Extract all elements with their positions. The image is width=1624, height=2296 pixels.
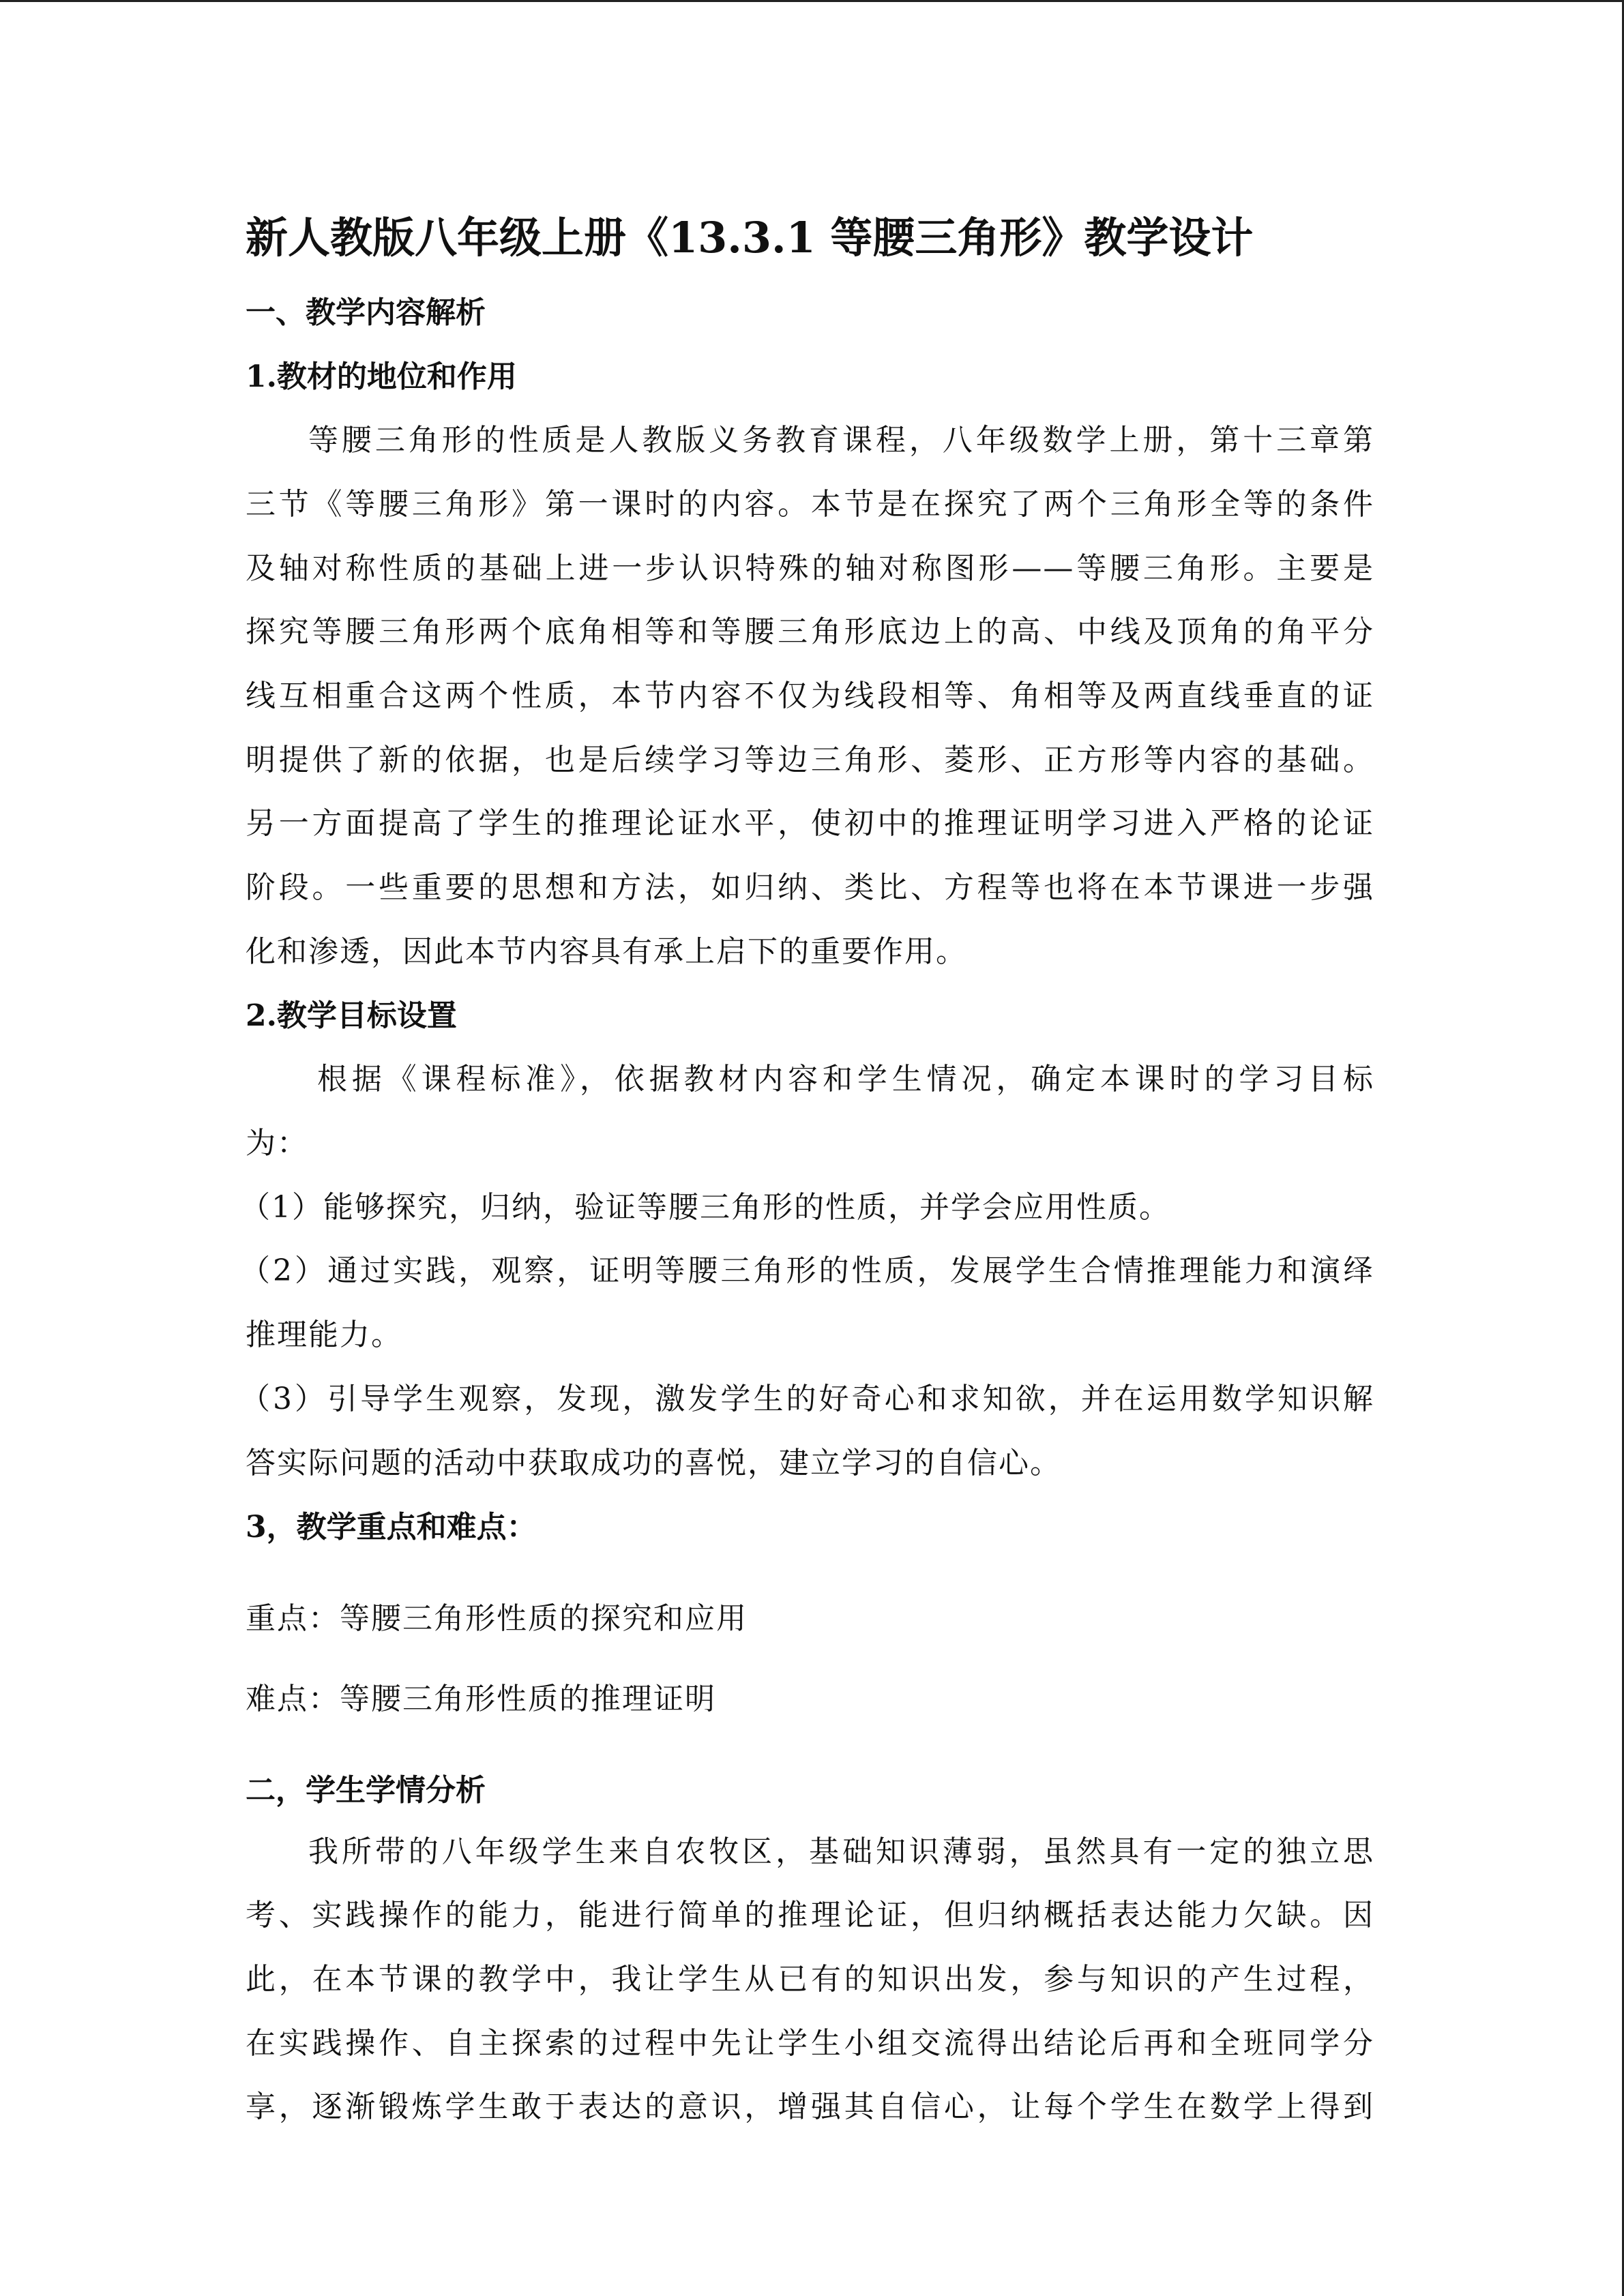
subsection-heading-status-role: 1.教材的地位和作用 xyxy=(246,359,517,394)
document-title: 新人教版八年级上册《13.3.1 等腰三角形》教学设计 xyxy=(246,213,1254,263)
paragraph-line: 享，逐渐锻炼学生敢于表达的意识，增强其自信心，让每个学生在数学上得到 xyxy=(246,2089,1374,2124)
section-heading-content-analysis: 一、教学内容解析 xyxy=(246,295,486,330)
paragraph-line: 线互相重合这两个性质，本节内容不仅为线段相等、角相等及两直线垂直的证 xyxy=(246,679,1374,713)
section-heading-student-analysis: 二，学生学情分析 xyxy=(246,1773,486,1808)
objective-item-1: （1）能够探究，归纳，验证等腰三角形的性质，并学会应用性质。 xyxy=(240,1190,1170,1225)
paragraph-line: 我所带的八年级学生来自农牧区，基础知识薄弱，虽然具有一定的独立思 xyxy=(308,1834,1374,1869)
page-top-border xyxy=(0,0,1624,2)
paragraph-line: 探究等腰三角形两个底角相等和等腰三角形底边上的高、中线及顶角的角平分 xyxy=(246,614,1374,649)
paragraph-line: 此，在本节课的教学中，我让学生从已有的知识出发，参与知识的产生过程， xyxy=(246,1962,1374,1997)
subsection-heading-objectives: 2.教学目标设置 xyxy=(246,998,457,1033)
subsection-heading-key-difficult: 3，教学重点和难点： xyxy=(246,1510,537,1545)
paragraph-line: 明提供了新的依据，也是后续学习等边三角形、菱形、正方形等内容的基础。 xyxy=(246,743,1374,777)
paragraph-line: 在实践操作、自主探索的过程中先让学生小组交流得出结论后再和全班同学分 xyxy=(246,2026,1374,2061)
paragraph-line: 答实际问题的活动中获取成功的喜悦，建立学习的自信心。 xyxy=(246,1446,1061,1480)
paragraph-line: 化和渗透，因此本节内容具有承上启下的重要作用。 xyxy=(246,934,967,969)
objective-item-3: （3）引导学生观察，发现，激发学生的好奇心和求知欲，并在运用数学知识解 xyxy=(240,1382,1374,1416)
paragraph-line: 考、实践操作的能力，能进行简单的推理论证，但归纳概括表达能力欠缺。因 xyxy=(246,1898,1374,1933)
paragraph-line: 三节《等腰三角形》第一课时的内容。本节是在探究了两个三角形全等的条件 xyxy=(246,487,1374,522)
key-point-line: 重点：等腰三角形性质的探究和应用 xyxy=(246,1601,748,1636)
paragraph-line: 另一方面提高了学生的推理论证水平，使初中的推理证明学习进入严格的论证 xyxy=(246,806,1374,841)
paragraph-line: 推理能力。 xyxy=(246,1317,402,1352)
paragraph-line: 根据《课程标准》，依据教材内容和学生情况，确定本课时的学习目标 xyxy=(317,1062,1374,1097)
paragraph-line: 阶段。一些重要的思想和方法，如归纳、类比、方程等也将在本节课进一步强 xyxy=(246,870,1374,905)
paragraph-line: 等腰三角形的性质是人教版义务教育课程，八年级数学上册，第十三章第 xyxy=(308,423,1374,458)
objective-item-2: （2）通过实践，观察，证明等腰三角形的性质，发展学生合情推理能力和演绎 xyxy=(240,1253,1374,1288)
paragraph-line: 为： xyxy=(246,1126,308,1161)
difficulty-line: 难点：等腰三角形性质的推理证明 xyxy=(246,1682,716,1716)
paragraph-line: 及轴对称性质的基础上进一步认识特殊的轴对称图形——等腰三角形。主要是 xyxy=(246,551,1374,586)
